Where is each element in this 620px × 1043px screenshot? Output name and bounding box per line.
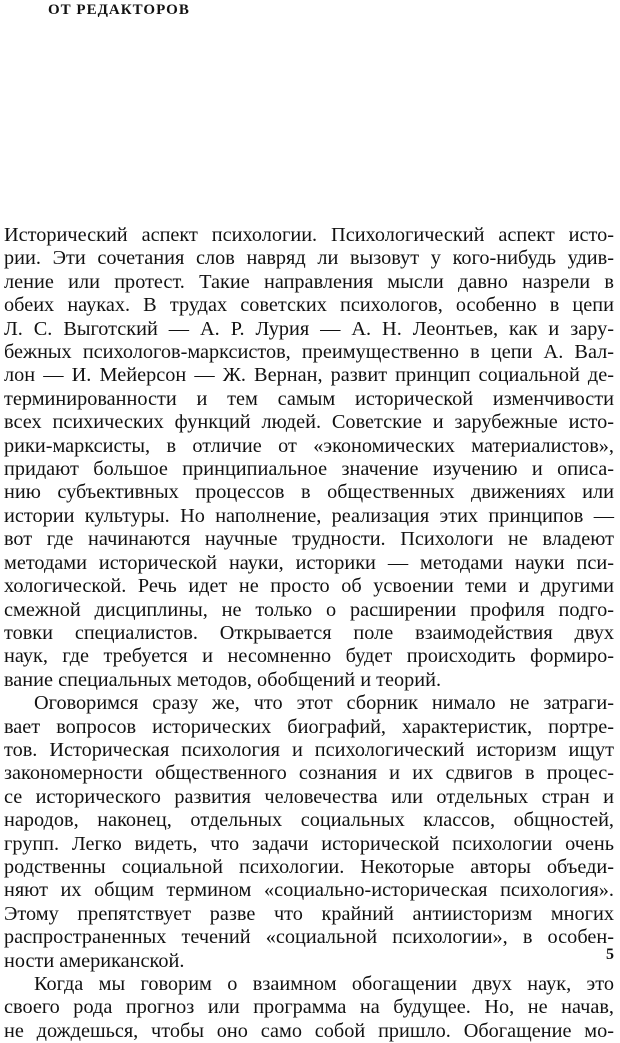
body-text [4, 224, 614, 1043]
text-line: методами исторической науки, историки — методами науки пси- [4, 551, 614, 574]
text-line: ление или протест. Такие направления мысли давно назрели в [4, 270, 614, 293]
text-line: вот где начинаются научные трудности. Психологи не владеют [4, 528, 614, 551]
text-line: Оговоримся сразу же, что этот сборник нимало не затраги- [34, 692, 614, 715]
text-line: обеих науках. В трудах советских психологов, особенно в цепи [4, 294, 614, 317]
text-line: вает вопросов исторических биографий, характеристик, портре- [4, 715, 614, 738]
text-line: народов, наконец, отдельных социальных классов, общностей, [4, 809, 614, 832]
text-line: вание специальных методов, обобщений и теорий. [4, 668, 442, 691]
text-line: рики-марксисты, в отличие от «экономических материалистов», [4, 434, 614, 457]
text-line: лон — И. Мейерсон — Ж. Вернан, развит принцип социальной де- [4, 364, 614, 387]
text-line: Этому препятствует разве что крайний антиисторизм многих [4, 902, 614, 925]
text-line: своего рода прогноз или программа на будущее. Но, не начав, [4, 996, 614, 1019]
text-line: рии. Эти сочетания слов навряд ли вызовут у кого-нибудь удив- [4, 247, 614, 270]
text-line: распространенных течений «социальной психологии», в особен- [4, 926, 614, 949]
text-line: нию субъективных процессов в общественных движениях или [4, 481, 614, 504]
text-line: закономерности общественного сознания и их сдвигов в процес- [4, 762, 614, 785]
text-line: Л. С. Выготский — А. Р. Лурия — А. Н. Леонтьев, как и зару- [4, 317, 614, 340]
text-line: ности американской. [4, 949, 185, 972]
text-line: бежных психологов-марксистов, преимущественно в цепи А. Вал- [4, 341, 614, 364]
text-line: родственны социальной психологии. Некоторые авторы объеди- [4, 855, 614, 878]
text-line: няют их общим термином «социально-историческая психология». [4, 879, 614, 902]
text-line: не дождешься, чтобы оно само собой пришло. Обогащение мо- [4, 1019, 614, 1042]
text-line: товки специалистов. Открывается поле взаимодействия двух [4, 621, 614, 644]
text-line: придают большое принципиальное значение изучению и описа- [4, 458, 614, 481]
text-line: всех психических функций людей. Советские и зарубежные исто- [4, 411, 614, 434]
text-line: хологической. Речь идет не просто об усвоении теми и другими [4, 575, 614, 598]
text-line: се исторического развития человечества или отдельных стран и [4, 785, 614, 808]
text-line: групп. Легко видеть, что задачи исторической психологии очень [4, 832, 614, 855]
text-line: смежной дисциплины, не только о расширении профиля подго- [4, 598, 614, 621]
text-line: Исторический аспект психологии. Психологический аспект исто- [4, 224, 614, 246]
text-line: наук, где требуется и несомненно будет происходить формиро- [4, 645, 614, 668]
page-number: 5 [606, 946, 614, 963]
text-line: истории культуры. Но наполнение, реализация этих принципов — [4, 504, 614, 527]
running-title: ОТ РЕДАКТОРОВ [48, 2, 190, 18]
text-line: терминированности и тем самым исторической изменчивости [4, 387, 614, 410]
text-line: тов. Историческая психология и психологический историзм ищут [4, 738, 614, 761]
text-line: Когда мы говорим о взаимном обогащении двух наук, это [34, 973, 614, 995]
